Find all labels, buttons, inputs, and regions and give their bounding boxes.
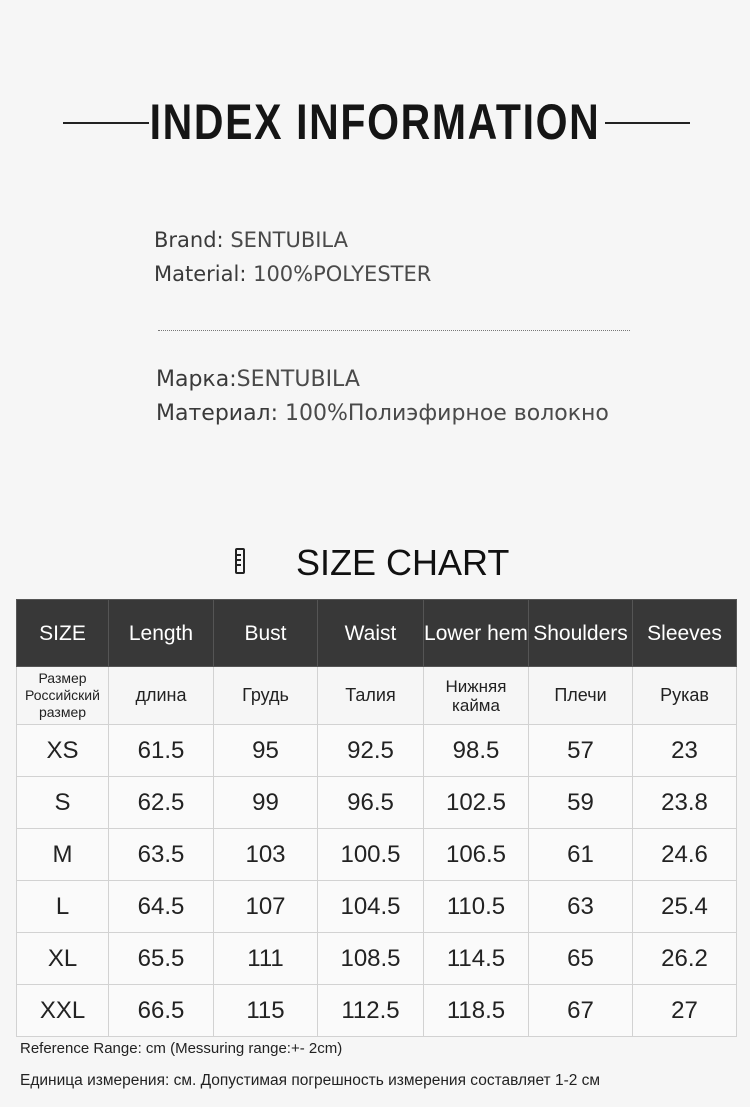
dotted-divider (158, 330, 630, 331)
measurement-cell: 67 (529, 985, 633, 1037)
measurement-cell: 23 (633, 725, 737, 777)
header-cell: Sleeves (633, 600, 737, 667)
measurement-cell: 61 (529, 829, 633, 881)
size-cell: M (17, 829, 109, 881)
table-row (17, 881, 737, 933)
header-cell: Bust (214, 600, 318, 667)
size-cell: XXL (17, 985, 109, 1037)
measurement-cell: 108.5 (318, 933, 424, 985)
measurement-cell: 59 (529, 777, 633, 829)
header-rule-right (605, 122, 690, 124)
size-cell: XS (17, 725, 109, 777)
measurement-cell: 27 (633, 985, 737, 1037)
material-value-ru: 100%Полиэфирное волокно (285, 401, 609, 426)
measurement-cell: 95 (214, 725, 318, 777)
table-row (17, 777, 737, 829)
measurement-cell: 102.5 (424, 777, 529, 829)
header-cell: Length (109, 600, 214, 667)
reference-note-ru: Единица измерения: см. Допустимая погрешность измерения составляет 1-2 см (20, 1072, 601, 1089)
measurement-cell: 100.5 (318, 829, 424, 881)
measurement-cell: 114.5 (424, 933, 529, 985)
size-chart-heading (0, 540, 750, 586)
material-line-ru (156, 397, 609, 431)
brand-line-ru (156, 363, 609, 397)
header-cell-ru: Плечи (529, 667, 633, 725)
header-cell-ru: Нижняя кайма (424, 667, 529, 725)
info-english (154, 223, 431, 291)
measurement-cell: 92.5 (318, 725, 424, 777)
page-title: INDEX INFORMATION (149, 94, 601, 150)
header-cell-ru: Размер Российский размер (17, 667, 109, 725)
material-label: Material: (154, 262, 247, 286)
size-chart-table (16, 599, 737, 1037)
brand-line (154, 223, 431, 257)
measurement-cell: 23.8 (633, 777, 737, 829)
measurement-cell: 65.5 (109, 933, 214, 985)
table-header-row-ru (17, 667, 737, 725)
measurement-cell: 106.5 (424, 829, 529, 881)
header-cell-ru: Талия (318, 667, 424, 725)
measurement-cell: 65 (529, 933, 633, 985)
header-cell: Lower hem (424, 600, 529, 667)
material-value: 100%POLYESTER (253, 262, 432, 286)
table-header-row (17, 600, 737, 667)
brand-value: SENTUBILA (230, 228, 348, 252)
size-cell: XL (17, 933, 109, 985)
size-chart-title: SIZE CHART (296, 542, 510, 583)
measurement-cell: 25.4 (633, 881, 737, 933)
measurement-cell: 66.5 (109, 985, 214, 1037)
material-label-ru: Материал: (156, 401, 279, 426)
measurement-cell: 112.5 (318, 985, 424, 1037)
measurement-cell: 96.5 (318, 777, 424, 829)
measurement-cell: 107 (214, 881, 318, 933)
measurement-cell: 111 (214, 933, 318, 985)
brand-label-ru: Марка: (156, 367, 237, 392)
index-information-header (0, 92, 750, 152)
measurement-cell: 110.5 (424, 881, 529, 933)
measurement-cell: 63 (529, 881, 633, 933)
brand-value-ru: SENTUBILA (236, 367, 360, 392)
table-row (17, 933, 737, 985)
header-cell-ru: Грудь (214, 667, 318, 725)
measurement-cell: 115 (214, 985, 318, 1037)
measurement-cell: 118.5 (424, 985, 529, 1037)
measurement-cell: 26.2 (633, 933, 737, 985)
measurement-cell: 24.6 (633, 829, 737, 881)
ruler-icon (235, 548, 245, 574)
measurement-cell: 61.5 (109, 725, 214, 777)
measurement-cell: 63.5 (109, 829, 214, 881)
measurement-cell: 104.5 (318, 881, 424, 933)
table-row (17, 829, 737, 881)
header-cell-ru: Рукав (633, 667, 737, 725)
table-row (17, 985, 737, 1037)
measurement-cell: 64.5 (109, 881, 214, 933)
brand-label: Brand: (154, 228, 224, 252)
header-cell-ru: длина (109, 667, 214, 725)
measurement-cell: 98.5 (424, 725, 529, 777)
measurement-cell: 99 (214, 777, 318, 829)
measurement-cell: 103 (214, 829, 318, 881)
info-russian (156, 363, 609, 431)
size-cell: S (17, 777, 109, 829)
header-cell: Waist (318, 600, 424, 667)
reference-note-en: Reference Range: cm (Messuring range:+- 2cm) (20, 1040, 343, 1057)
material-line (154, 257, 431, 291)
size-cell: L (17, 881, 109, 933)
measurement-cell: 57 (529, 725, 633, 777)
measurement-cell: 62.5 (109, 777, 214, 829)
table-row (17, 725, 737, 777)
header-cell: SIZE (17, 600, 109, 667)
header-cell: Shoulders (529, 600, 633, 667)
